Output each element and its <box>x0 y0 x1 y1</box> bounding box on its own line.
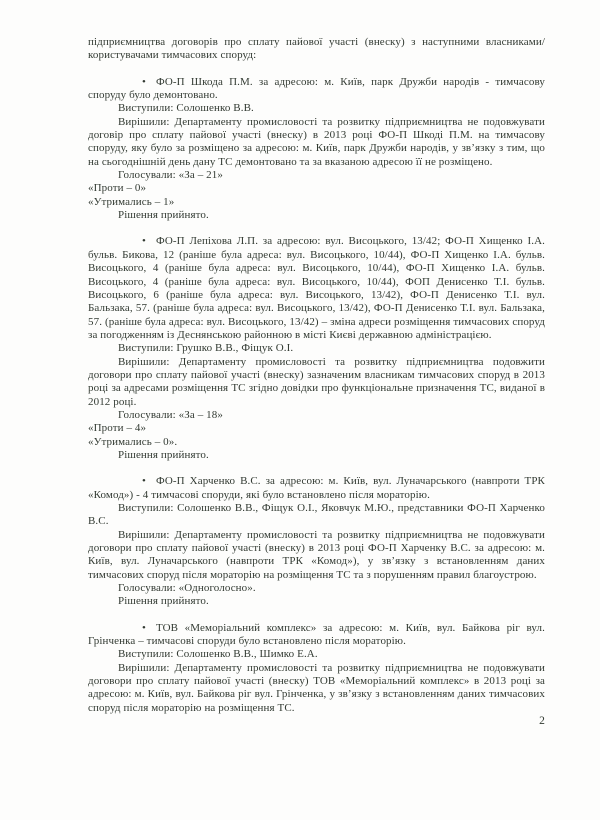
vote-line: «Проти – 0» <box>88 182 147 195</box>
result-line: Рішення прийнято. <box>118 209 209 222</box>
vote-line: Голосували: «За – 18» <box>118 408 223 421</box>
list-item <box>88 622 545 649</box>
result-line: Рішення прийнято. <box>118 448 209 461</box>
speakers-line: Виступили: Солошенко В.В., Шимко Е.А. <box>118 648 318 661</box>
spacer <box>88 63 545 76</box>
speakers-line: Виступили: Грушко В.В., Фіщук О.І. <box>118 342 294 355</box>
spacer <box>88 462 545 475</box>
spacer <box>88 609 545 622</box>
result-line: Рішення прийнято. <box>118 595 209 608</box>
vote-line: «Утримались – 0». <box>88 435 178 448</box>
page-number: 2 <box>539 715 545 728</box>
decision-paragraph: Вирішили: Департаменту промисловості та розвитку підприємництва не подовжувати договори про сплату пайової участі (внеску) в 2013 році ФО-П Харченку В.С. за адресою: м. Київ, вул. Луначарського (навпроти ТРК «Комод»), у зв’язку з встановленням даних тимчасових споруд після мораторію на розміщення ТС та з порушенням правил благоустрою. <box>88 528 545 581</box>
list-item-text: ФО-П Харченко В.С. за адресою: м. Київ, вул. Луначарського (навпроти ТРК «Комод») - 4 тимчасові споруди, які було встановлено після мораторію. <box>88 475 545 501</box>
vote-line: Голосували: «Одноголосно». <box>118 582 256 595</box>
decision-paragraph: Вирішили: Департаменту промисловості та розвитку підприємництва не подовжувати договір про сплату пайової участі (внеску) в 2013 році ФО-П Шкоді П.М. на тимчасову споруду, яку було за розміщено за адресою: м. Київ, парк Дружби народів, у зв’язку з тим, що на сьогоднішній день дану ТС демонтовано та за вказаною адресою її не розміщено. <box>88 115 545 168</box>
vote-line: «Проти – 4» <box>88 422 147 435</box>
bullet-icon: • <box>142 475 146 488</box>
list-item-text: ТОВ «Меморіальний комплекс» за адресою: м. Київ, вул. Байкова ріг вул. Грінченка – тимчасові споруди було встановлено після мораторію. <box>88 621 545 648</box>
intro-paragraph: підприємництва договорів про сплату пайової участі (внеску) з наступними власниками/користувачами тимчасових споруд: <box>88 36 545 62</box>
speakers-line: Виступили: Солошенко В.В. <box>118 102 254 115</box>
list-item-text: ФО-П Шкода П.М. за адресою: м. Київ, парк Дружби народів - тимчасову споруду було демонтовано. <box>88 75 545 102</box>
vote-line: «Утримались – 1» <box>88 195 175 208</box>
speakers-line: Виступили: Солошенко В.В., Фіщук О.І., Яковчук М.Ю., представники ФО-П Харченко В.С. <box>88 502 545 528</box>
bullet-icon: • <box>142 75 146 88</box>
bullet-icon: • <box>142 235 146 248</box>
bullet-icon: • <box>142 621 146 634</box>
list-item <box>88 76 545 103</box>
list-item <box>88 235 545 342</box>
spacer <box>88 222 545 235</box>
decision-paragraph: Вирішили: Департаменту промисловості та розвитку підприємництва подовжити договори про сплату пайової участі (внеску) зазначеним власникам тимчасових споруд в 2013 році за адресами розміщення ТС згідно довідки про функціональне призначення ТС, виданої в 2012 році. <box>88 355 545 408</box>
decision-paragraph: Вирішили: Департаменту промисловості та розвитку підприємництва не подовжувати договори про сплату пайової участі (внеску) ТОВ «Меморіальний комплекс» в 2013 році за адресою: м. Київ, вул. Байкова ріг вул. Грінченка, у зв’язку з встановленням даних тимчасових споруд після мораторію на розміщення ТС. <box>88 661 545 714</box>
vote-line: Голосували: «За – 21» <box>118 169 223 182</box>
list-item-text: ФО-П Лепіхова Л.П. за адресою: вул. Висоцького, 13/42; ФО-П Хищенко І.А. бульв. Бикова, 12 (раніше була адреса: вул. Висоцького, 10/44), ФО-П Хищенко І.А. бульв. Висоцького, 4 (раніше була адреса: вул. Висоцького, 10/44), ФО-П Хищенко І.А. бульв. Висоцького, 4 (раніше була адреса: вул. Висоцького, 10/44), ФОП Денисенко Т.І. бульв. Висоцького, 6 (раніше була адреса: вул. Висоцького, 13/42), ФО-П Денисенко Т.І. вул. Бальзака, 57. (раніше була адреса: вул. Висоцького, 13/42), ФО-П Денисенко Т.І. вул. Бальзака, 57. (раніше була адреса: вул. Висоцького, 13/42) – зміна адреси розміщення тимчасових споруд за погодженням із Деснянською районною в місті Києві державною адміністрацією. <box>88 235 545 341</box>
document-body <box>88 36 545 729</box>
list-item <box>88 475 545 502</box>
